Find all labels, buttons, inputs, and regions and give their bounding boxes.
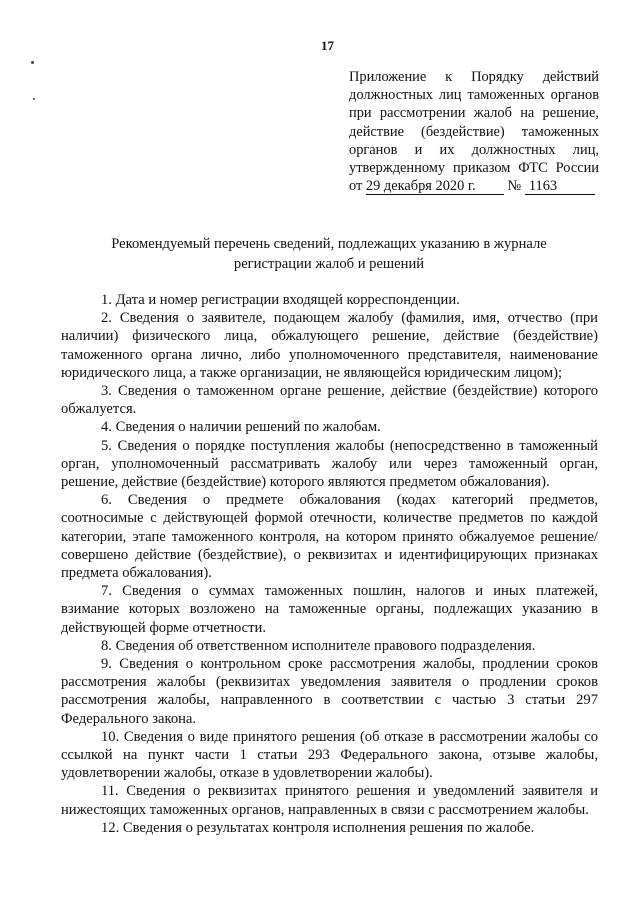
appendix-line: действие (бездействие) таможенных xyxy=(349,123,599,140)
list-item: 8. Сведения об ответственном исполнителе правового подразделения. xyxy=(101,637,536,654)
appendix-line: утвержденному приказом ФТС России xyxy=(349,160,599,177)
appendix-header xyxy=(349,68,599,195)
list-item: 11. Сведения о реквизитах принятого решения и уведомлений заявителя и нижестоящих таможенных органов, направленных в связи с рассмотрением жалобы. xyxy=(61,783,598,818)
list-item: 12. Сведения о результатах контроля исполнения решения по жалобе. xyxy=(101,819,535,836)
list-item: 9. Сведения о контрольном сроке рассмотрения жалобы, продлении сроков рассмотрения жалобы (реквизитах уведомления заявителя о продлении сроков рассмотрения жалобы, направленного в соответствии с частью 3 статьи 297 Федерального закона. xyxy=(61,656,598,727)
list-item: 10. Сведения о виде принятого решения (об отказе в рассмотрении жалобы со ссылкой на пункт части 1 статьи 293 Федерального закона, отзыве жалобы, удовлетворении жалобы, отказе в удовлетворении жалобы). xyxy=(61,728,598,782)
appendix-line: Приложение к Порядку действий xyxy=(349,69,599,85)
list-item: 5. Сведения о порядке поступления жалобы (непосредственно в таможенный орган, уполномоченный рассматривать жалобу или через таможенный орган, решение, действие (бездействие) которого являются предметом обжалования). xyxy=(61,437,598,491)
list-item: 1. Дата и номер регистрации входящей корреспонденции. xyxy=(101,292,460,308)
scan-speck xyxy=(31,61,34,64)
appendix-line: органов и их должностных лиц, xyxy=(349,141,599,158)
list-item: 2. Сведения о заявителе, подающем жалобу (фамилия, имя, отчество (при наличии) физического лица, обжалующего решение, действие (бездействие) таможенного органа лично, либо уполномоченного представителя, наименование юридического лица, а также организации, не являющейся юридическим лицом); xyxy=(61,310,598,381)
title-line: регистрации жалоб и решений xyxy=(233,256,425,272)
order-number-label: № xyxy=(507,178,522,195)
list-item: 7. Сведения о суммах таможенных пошлин, налогов и иных платежей, взимание которых возложено на таможенные органы, подлежащих указанию в действующей форме отчетности. xyxy=(61,583,598,636)
appendix-line: должностных лиц таможенных органов xyxy=(349,87,599,104)
title-line: Рекомендуемый перечень сведений, подлежащих указанию в журнале xyxy=(111,236,547,252)
order-number: 1163 xyxy=(525,179,595,195)
page-number: 17 xyxy=(321,38,334,53)
appendix-order-line xyxy=(349,177,599,195)
list-item: 3. Сведения о таможенном органе решение, действие (бездействие) которого обжалуется. xyxy=(61,383,598,418)
list-item: 4. Сведения о наличии решений по жалобам. xyxy=(101,419,381,436)
appendix-line: при рассмотрении жалоб на решение, xyxy=(349,105,599,122)
order-date: 29 декабря 2020 г. xyxy=(366,179,504,195)
scan-speck xyxy=(33,98,35,100)
list-item: 6. Сведения о предмете обжалования (кодах категорий предметов, соотносимые с действующей формой отечности, количестве предметов по каждой категории, этапе таможенного контроля, на котором принято обжалуемое решение/совершено действие (бездействие), о реквизитах и идентифицирующих признаках предмета обжалования). xyxy=(61,492,598,582)
order-prefix: от xyxy=(349,178,363,195)
document-title xyxy=(60,234,598,274)
items-list xyxy=(61,291,598,837)
